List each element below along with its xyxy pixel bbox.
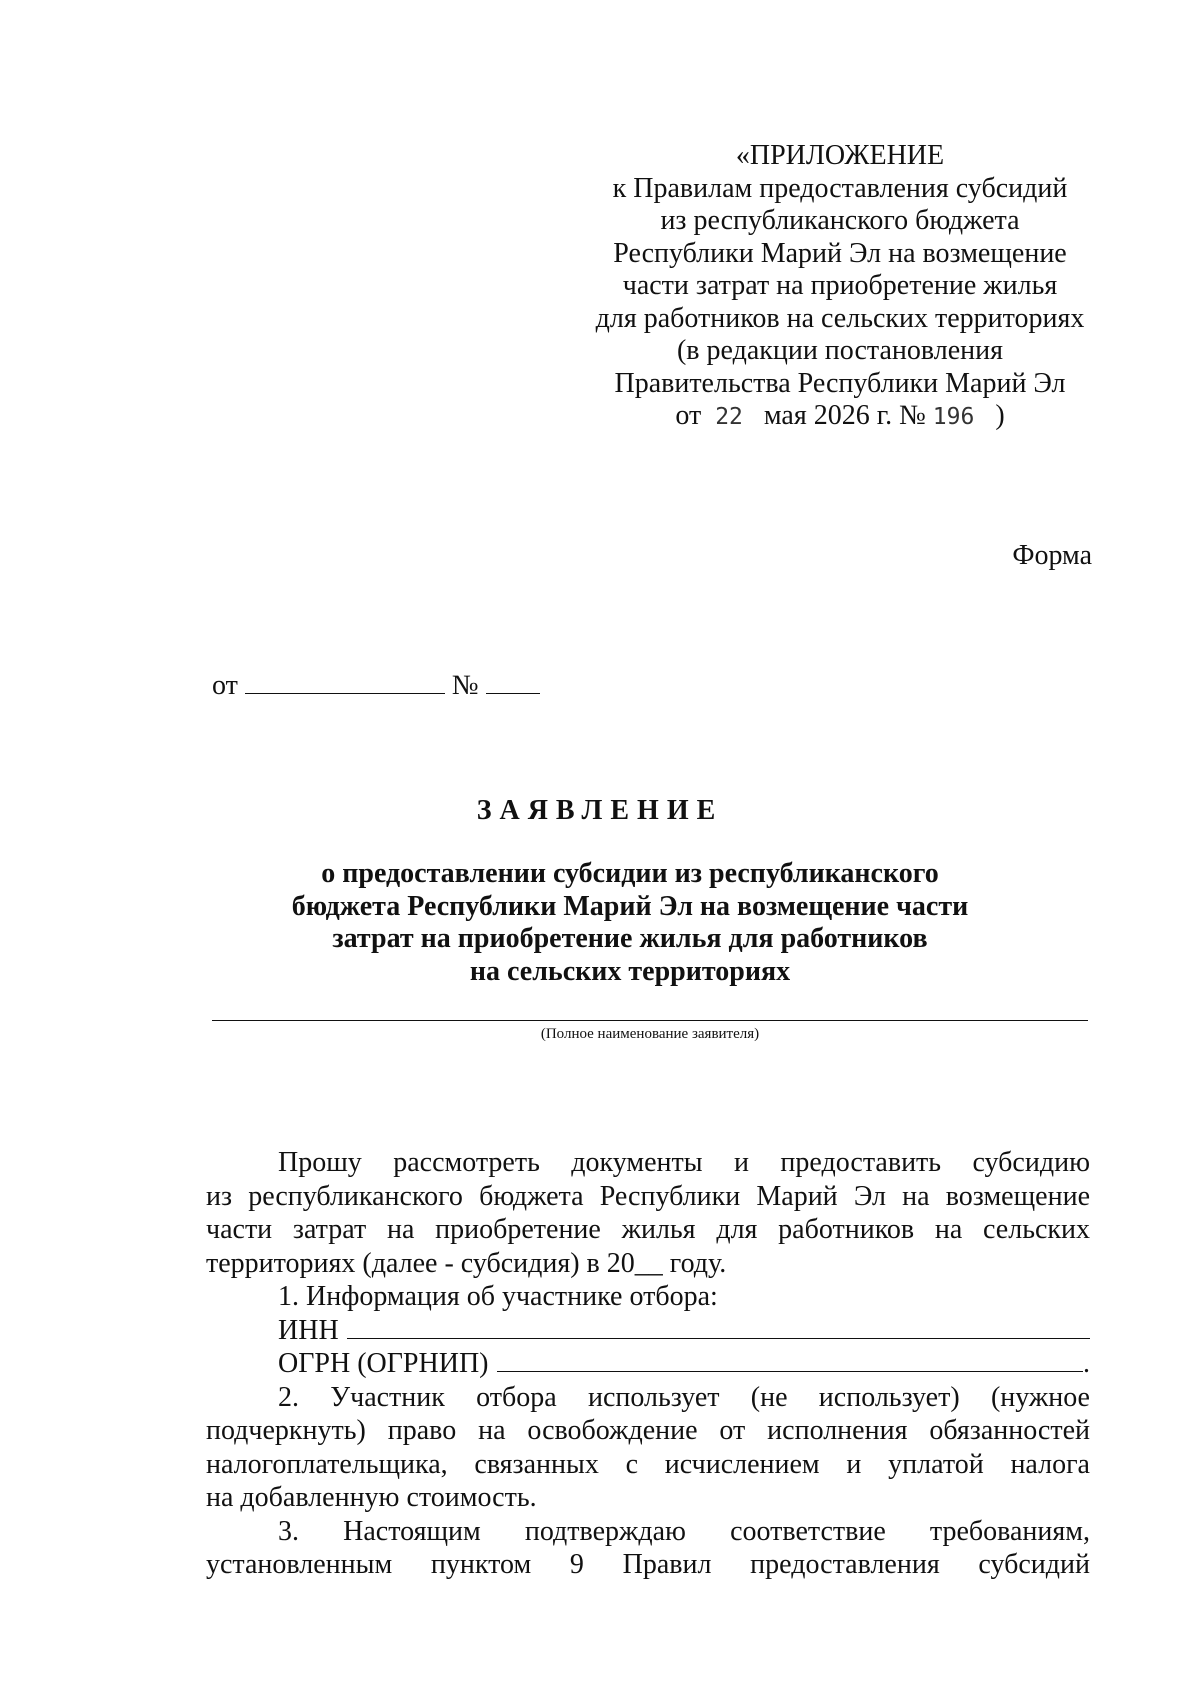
para1-line: Прошу рассмотреть документы и предоставить субсидию [278,1147,1090,1178]
appendix-line: (в редакции постановления [676,335,1004,366]
form-label: Форма [1012,540,1092,571]
appendix-date-line [590,400,1090,434]
subtitle-line: на сельских территориях [469,955,791,987]
reference-line [212,669,540,702]
appendix-line: «ПРИЛОЖЕНИЕ [735,140,945,171]
appendix-header [590,140,1090,434]
appendix-line: Республики Марий Эл на возмещение [613,237,1067,269]
document-subtitle [270,858,990,988]
document-body [206,1146,1090,1582]
ref-number-blank[interactable] [486,669,540,694]
appendix-line: для работников на сельских территориях [595,302,1085,334]
item2-line: на добавленную стоимость. [206,1482,537,1513]
item2-line: налогоплательщика, связанных с исчислением и уплатой налога [206,1448,1090,1480]
doc-number: 196 [932,404,975,430]
para1-line: из республиканского бюджета Республики Марий Эл на возмещение [206,1180,1090,1212]
inn-label: ИНН [278,1314,339,1346]
applicant-name-caption: (Полное наименование заявителя) [540,1026,760,1042]
subtitle-line: бюджета Республики Марий Эл на возмещение части [291,890,969,922]
document-title: ЗАЯВЛЕНИЕ [476,795,724,826]
ref-date-blank[interactable] [245,669,445,694]
appendix-line: к Правилам предоставления субсидий [612,172,1068,204]
ogrn-end: . [1083,1348,1090,1379]
ref-from-label: от [212,670,238,701]
item2-line: подчеркнуть) право на освобождение от исполнения обязанностей [206,1415,1090,1446]
ogrn-row [206,1347,1090,1381]
date-month-year: мая 2026 г. № [763,400,926,431]
ref-number-label: № [451,670,479,701]
ogrn-field[interactable] [497,1347,1084,1372]
subtitle-line: затрат на приобретение жилья для работников [332,923,928,954]
inn-row [206,1314,1090,1348]
date-prefix: от [675,400,702,431]
subtitle-line: о предоставлении субсидии из республиканского [321,858,939,889]
item3-line: 3. Настоящим подтверждаю соответствие требованиям, [278,1515,1090,1547]
inn-field[interactable] [347,1314,1090,1339]
appendix-line: Правительства Республики Марий Эл [614,367,1066,399]
para1-line: территориях (далее - субсидия) в 20__ году. [206,1247,727,1279]
date-closing: ) [995,400,1005,431]
item3-line: установленным пунктом 9 Правил предоставления субсидий [206,1549,1090,1580]
applicant-name-line[interactable] [212,1020,1088,1021]
appendix-line: части затрат на приобретение жилья [622,270,1058,301]
item2-line: 2. Участник отбора использует (не использует) (нужное [278,1381,1090,1413]
ogrn-label: ОГРН (ОГРНИП) [278,1348,489,1379]
appendix-line: из республиканского бюджета [660,205,1020,236]
date-day: 22 [715,404,743,430]
para1-line: части затрат на приобретение жилья для работников на сельских [206,1214,1090,1245]
item1-heading: 1. Информация об участнике отбора: [278,1281,718,1312]
